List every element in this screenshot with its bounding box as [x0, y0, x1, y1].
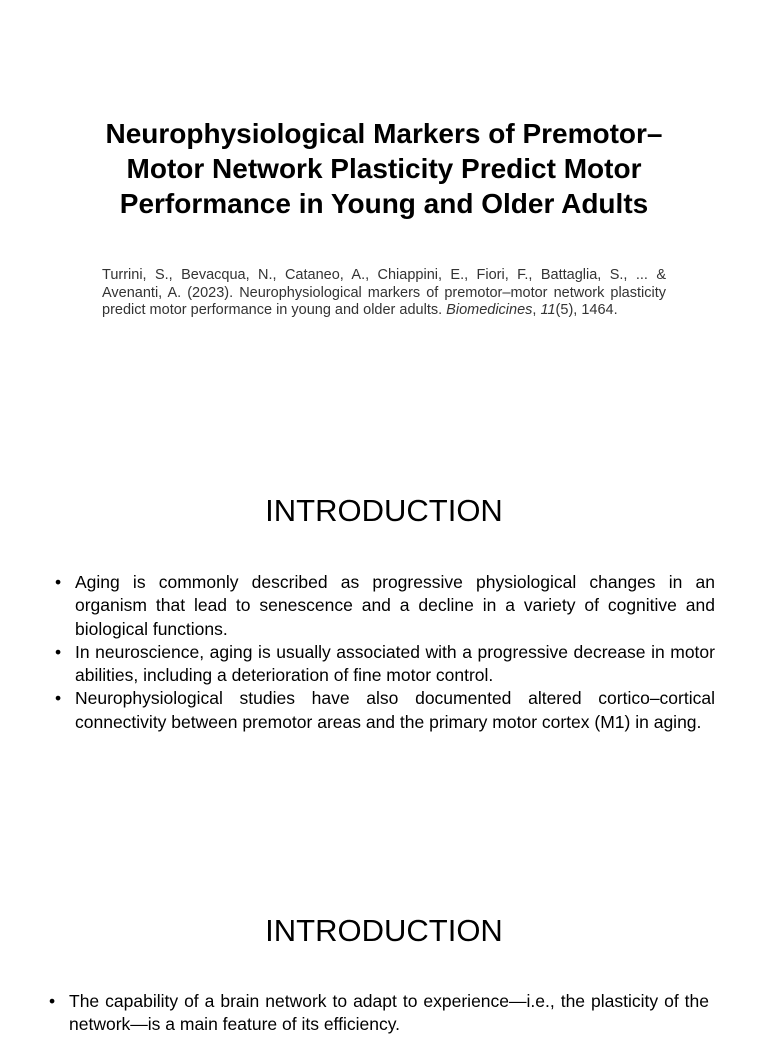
citation-journal: Biomedicines	[446, 302, 533, 318]
citation-authors-and-title: Turrini, S., Bevacqua, N., Cataneo, A., Chiappini, E., Fiori, F., Battaglia, S., ... & Avenanti, A. (2023). Neurophysiological markers of premotor–motor network plasticity predict motor performance in young and older adults.	[102, 267, 666, 318]
bullet-item: • The capability of a brain network to adapt to experience—i.e., the plasticity of the network—is a main feature of its efficiency.	[47, 990, 709, 1037]
slide-title-page	[0, 0, 768, 384]
citation-issue-pages: (5), 1464.	[555, 302, 618, 318]
bullet-item: • Neurophysiological studies have also documented altered cortico–cortical connectivity between premotor areas and the primary motor cortex (M1) in aging.	[53, 687, 715, 734]
section-heading: INTRODUCTION	[265, 493, 503, 528]
slide-introduction-1	[0, 384, 768, 804]
bullet-item: • Aging is commonly described as progressive physiological changes in an organism that lead to senescence and a decline in a variety of cognitive and biological functions.	[53, 571, 715, 641]
citation	[102, 267, 666, 320]
bullet-list	[53, 571, 715, 734]
slide-introduction-2	[0, 804, 768, 1035]
citation-volume: 11	[540, 302, 556, 318]
paper-title: Neurophysiological Markers of Premotor–Motor Network Plasticity Predict Motor Performance in Young and Older Adults	[105, 118, 663, 219]
citation-separator: ,	[532, 302, 541, 318]
bullet-item: • In neuroscience, aging is usually associated with a progressive decrease in motor abilities, including a deterioration of fine motor control.	[53, 641, 715, 688]
bullet-list	[47, 990, 709, 1037]
section-heading: INTRODUCTION	[265, 913, 503, 948]
